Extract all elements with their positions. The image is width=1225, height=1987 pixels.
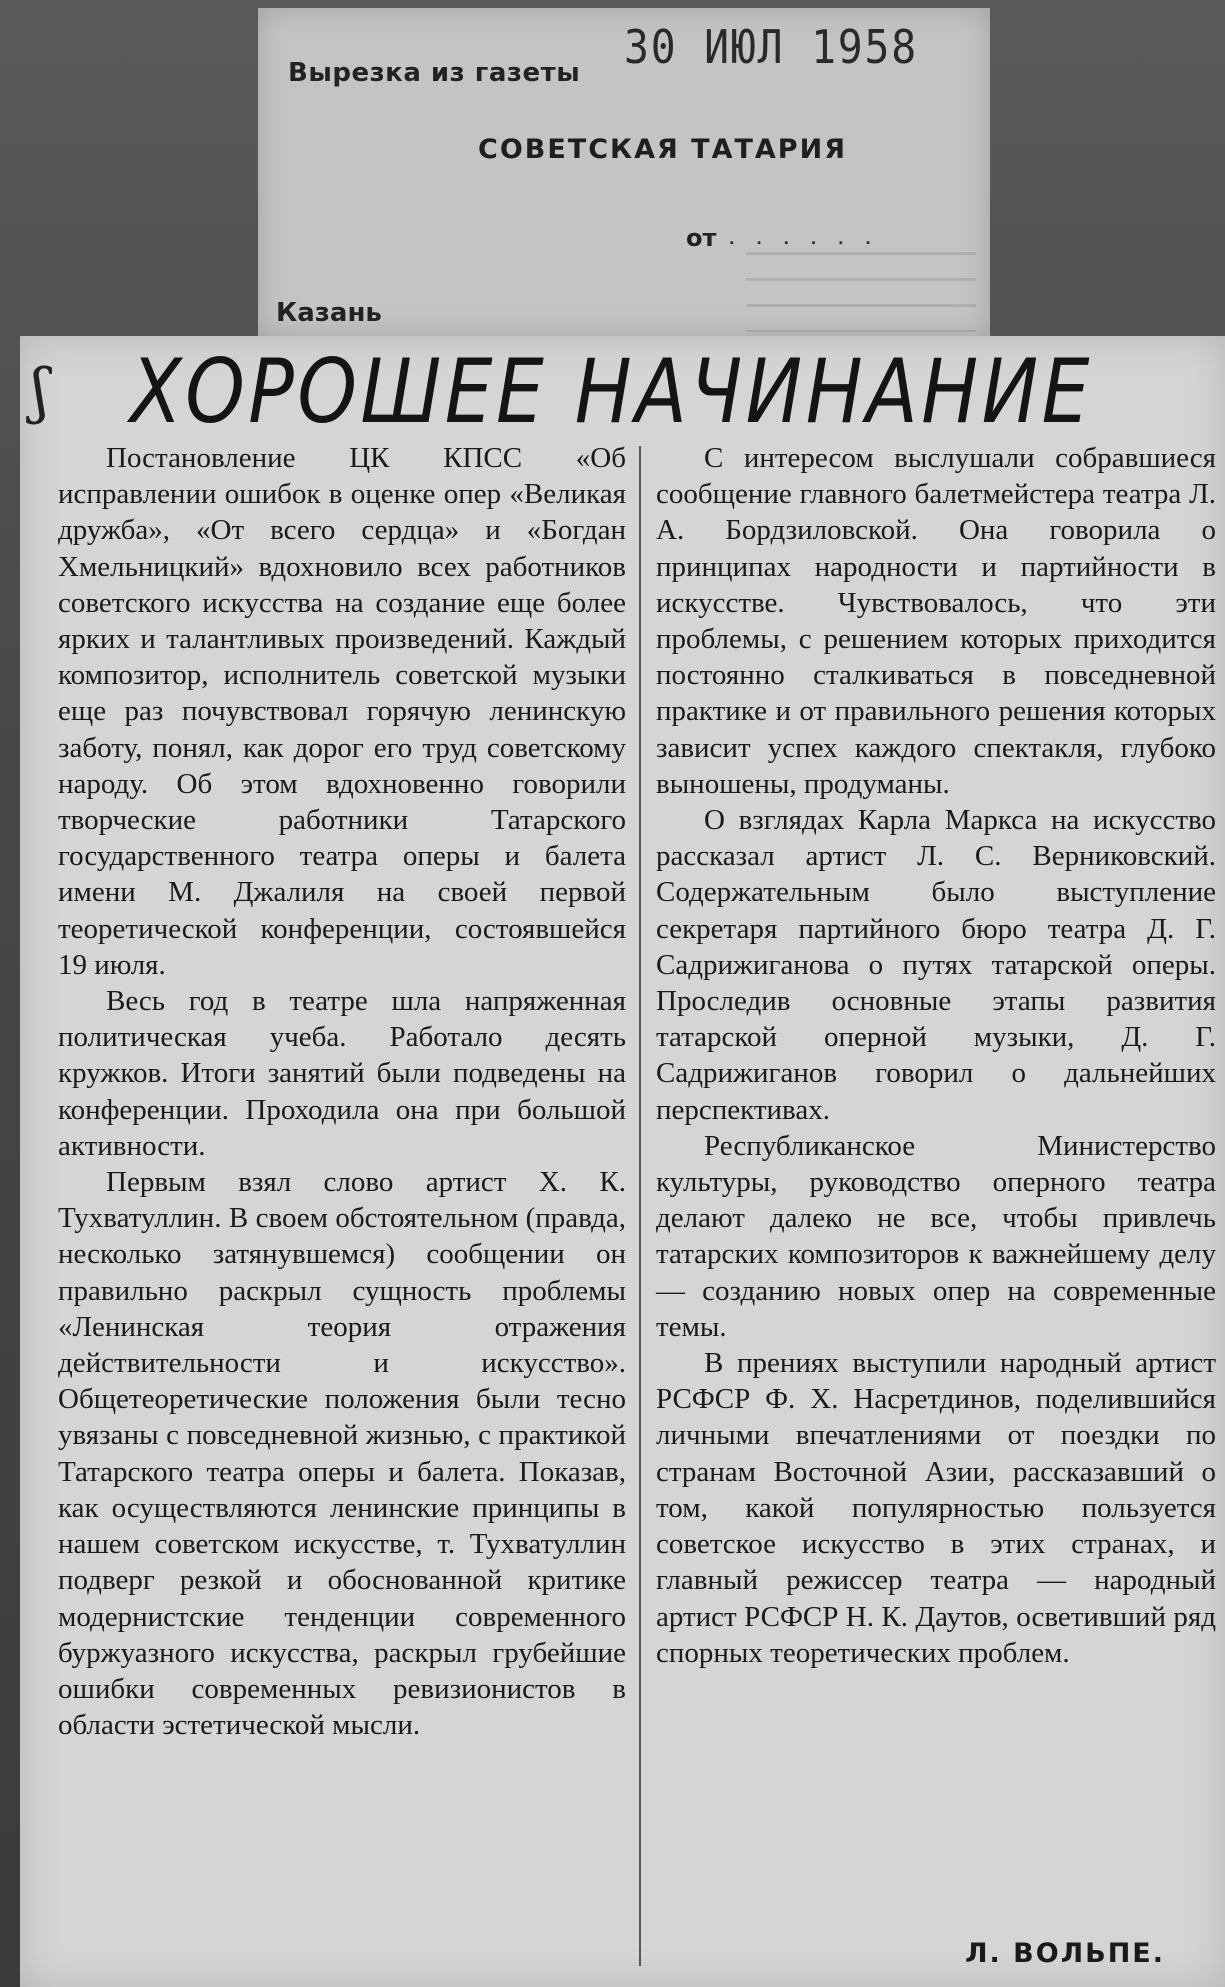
column-divider xyxy=(639,446,641,1966)
author-signature: Л. ВОЛЬПЕ. xyxy=(965,1938,1165,1969)
clipping-label: Вырезка из газеты xyxy=(288,58,581,88)
paragraph: О взглядах Карла Маркса на искусство рассказал артист Л. С. Верниковский. Содержательным было выступление секретаря партийного бюро театра Д. Г. Садрижиганова о путях татарской оперы. Проследив основные этапы развития татарской оперной музыки, Д. Г. Садрижиганов говорил о дальнейших перспективах. xyxy=(656,804,1216,1126)
city-label: Казань xyxy=(276,298,382,328)
article-clipping xyxy=(20,336,1225,1987)
paragraph: Весь год в театре шла напряженная политическая учеба. Работало десять кружков. Итоги занятий были подведены на конференции. Проходила она при большой активности. xyxy=(58,985,626,1162)
paragraph: С интересом выслушали собравшиеся сообщение главного балетмейстера театра Л. А. Бордзиловской. Она говорила о принципах народности и партийности в искусстве. Чувствовалось, что эти проблемы, с решением которых приходится постоянно сталкиваться в повседневной практике и от правильного решения которых зависит успех каждого спектакля, глубоко выношены, продуманы. xyxy=(656,442,1216,800)
paragraph: В прениях выступили народный артист РСФСР Ф. Х. Насретдинов, поделившийся личными впечатлениями от поездки по странам Восточной Азии, рассказавший о том, какой популярностью пользуется советское искусство в этих странах, и главный режиссер театра — народный артист РСФСР Н. К. Даутов, осветивший ряд спорных теоретических проблем. xyxy=(656,1347,1216,1669)
paragraph: Первым взял слово артист Х. К. Тухватуллин. В своем обстоятельном (правда, несколько затянувшемся) сообщении он правильно раскрыл сущность проблемы «Ленинская теория отражения действительности и искусство». Общетеоретические положения были тесно увязаны с повседневной жизнью, с практикой Татарского театра оперы и балета. Показав, как осуществляются ленинские принципы в нашем советском искусстве, т. Тухватуллин подверг резкой и обоснованной критике модернистские тенденции современного буржуазного искусства, раскрыл грубейшие ошибки современных ревизионистов в области эстетической мысли. xyxy=(58,1166,626,1742)
show-through-text xyxy=(746,252,976,332)
left-column xyxy=(58,440,626,1743)
date-stamp: 30 ИЮЛ 1958 xyxy=(624,20,918,74)
newspaper-name: СОВЕТСКАЯ ТАТАРИЯ xyxy=(478,134,847,165)
clipping-header-slip xyxy=(258,8,990,338)
pencil-mark: ʃ xyxy=(32,356,49,426)
paragraph: Постановление ЦК КПСС «Об исправлении ошибок в оценке опер «Великая дружба», «От всего сердца» и «Богдан Хмельницкий» вдохновило всех работников советского искусства на создание еще более ярких и талантливых произведений. Каждый композитор, исполнитель советской музыки еще раз почувствовал горячую ленинскую заботу, понял, как дорог его труд советскому народу. Об этом вдохновенно говорили творческие работники Татарского государственного театра оперы и балета имени М. Джалиля на своей первой теоретической конференции, состоявшейся 19 июля. xyxy=(58,442,626,981)
paragraph: Республиканское Министерство культуры, руководство оперного театра делают далеко не все, чтобы привлечь татарских композиторов к важнейшему делу — созданию новых опер на современные темы. xyxy=(656,1129,1216,1343)
from-value: . . . . . . xyxy=(728,222,878,250)
right-column xyxy=(656,440,1216,1671)
from-label: от xyxy=(686,224,717,252)
article-headline: ХОРОШЕЕ НАЧИНАНИЕ xyxy=(130,340,1093,443)
